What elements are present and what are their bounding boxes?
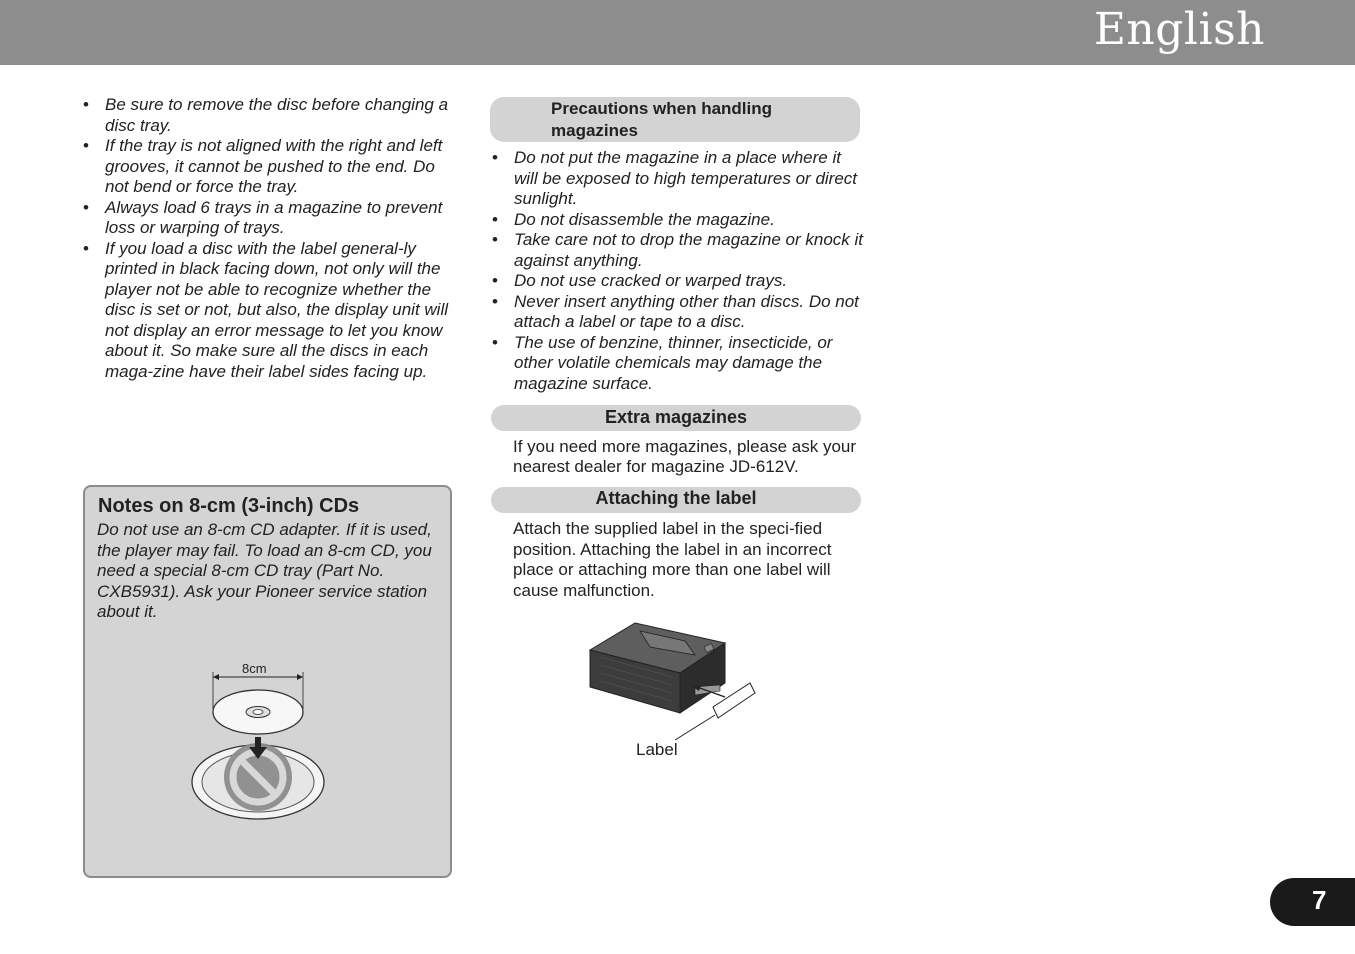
extra-magazines-heading: Extra magazines (491, 405, 861, 431)
notes-title: Notes on 8-cm (3-inch) CDs (98, 495, 360, 517)
cd-dimension-label: 8cm (242, 661, 267, 676)
notes-box (83, 485, 452, 878)
list-item: • If the tray is not aligned with the right and left grooves, it cannot be pushed to the end. Do not bend or force the tray. (83, 136, 455, 198)
list-item: • Take care not to drop the magazine or knock it against anything. (492, 230, 864, 271)
list-item: • Be sure to remove the disc before changing a disc tray. (83, 95, 455, 136)
list-item: • Always load 6 trays in a magazine to prevent loss or warping of trays. (83, 198, 455, 239)
list-item: • Never insert anything other than discs. Do not attach a label or tape to a disc. (492, 292, 864, 333)
precautions-heading-pill (490, 97, 860, 142)
cd-tray-illustration (185, 657, 335, 822)
magazine-illustration (585, 615, 765, 740)
page-number: 7 (1312, 885, 1327, 915)
left-column (83, 95, 455, 382)
list-item: • Do not put the magazine in a place where it will be exposed to high temperatures or direct sunlight. (492, 148, 864, 210)
list-item: • Do not use cracked or warped trays. (492, 271, 864, 292)
attaching-label-heading: Attaching the label (491, 487, 861, 513)
left-bullet-list (83, 95, 455, 382)
attaching-label-text: Attach the supplied label in the speci-fied position. Attaching the label in an incorrect place or attaching more than one label will cause malfunction. (513, 519, 832, 600)
precautions-section (492, 148, 864, 394)
extra-magazines-text: If you need more magazines, please ask your nearest dealer for magazine JD-612V. (513, 437, 857, 476)
language-title: English (1093, 4, 1265, 55)
notes-body: Do not use an 8-cm CD adapter. If it is used, the player may fail. To load an 8-cm CD, you need a special 8-cm CD tray (Part No. CXB5931). Ask your Pioneer service station about it. (97, 520, 432, 621)
precautions-heading: Precautions when handling magazines (551, 99, 773, 140)
list-item: • If you load a disc with the label general-ly printed in black facing down, not only will the player not be able to recognize whether the disc is set or not, but also, the display unit will not display an error message to let you know about it. So make sure all the discs in each maga-zine have their label sides facing up. (83, 239, 455, 383)
header-bar (0, 0, 1355, 65)
list-item: • Do not disassemble the magazine. (492, 210, 864, 231)
label-caption: Label (636, 740, 678, 759)
list-item: • The use of benzine, thinner, insecticide, or other volatile chemicals may damage the magazine surface. (492, 333, 864, 395)
precautions-list (492, 148, 864, 394)
